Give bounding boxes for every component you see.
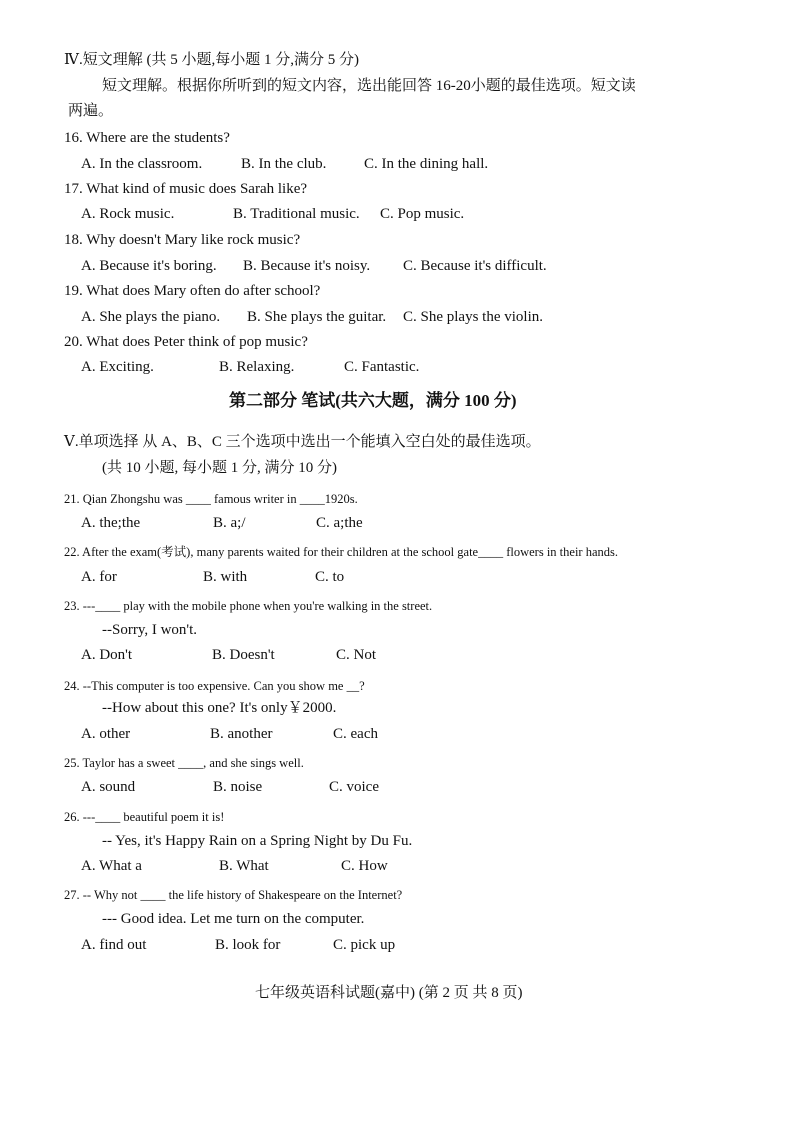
- option-19-c[interactable]: C. She plays the violin.: [403, 309, 543, 325]
- option-25-b[interactable]: B. noise: [213, 779, 263, 795]
- option-21-c[interactable]: C. a;the: [316, 515, 363, 531]
- option-20-a[interactable]: A. Exciting.: [81, 359, 154, 375]
- option-25-c[interactable]: C. voice: [329, 779, 379, 795]
- reply-26: -- Yes, it's Happy Rain on a Spring Night by Du Fu.: [102, 833, 413, 849]
- question-25: 25. Taylor has a sweet ____, and she sings well.: [64, 756, 304, 770]
- reply-27: --- Good idea. Let me turn on the computer.: [102, 911, 365, 927]
- option-22-a[interactable]: A. for: [81, 569, 117, 585]
- option-20-b[interactable]: B. Relaxing.: [219, 359, 295, 375]
- option-23-a[interactable]: A. Don't: [81, 647, 133, 663]
- question-19: 19. What does Mary often do after school?: [64, 283, 321, 299]
- option-20-c[interactable]: C. Fantastic.: [344, 359, 420, 375]
- question-20: 20. What does Peter think of pop music?: [64, 334, 308, 350]
- option-21-a[interactable]: A. the;the: [81, 515, 141, 531]
- section-4-header: Ⅳ.短文理解 (共 5 小题,每小题 1 分,满分 5 分): [64, 52, 359, 68]
- section-4-instruction-cont: 两遍。: [68, 103, 114, 119]
- question-26: 26. ---____ beautiful poem it is!: [64, 810, 225, 824]
- option-22-c[interactable]: C. to: [315, 569, 345, 585]
- page-footer: 七年级英语科试题(嘉中) (第 2 页 共 8 页): [255, 985, 523, 1001]
- section-4-instruction: 短文理解。根据你所听到的短文内容，选出能回答 16-20小题的最佳选项。短文读: [102, 78, 636, 94]
- part-2-title: 第二部分 笔试(共六大题，满分 100 分): [229, 391, 517, 410]
- option-19-b[interactable]: B. She plays the guitar.: [247, 309, 387, 325]
- option-17-a[interactable]: A. Rock music.: [81, 206, 175, 222]
- option-24-a[interactable]: A. other: [81, 726, 131, 742]
- option-23-b[interactable]: B. Doesn't: [212, 647, 275, 663]
- reply-23: --Sorry, I won't.: [102, 622, 198, 638]
- option-18-c[interactable]: C. Because it's difficult.: [403, 258, 547, 274]
- option-27-b[interactable]: B. look for: [215, 937, 281, 953]
- option-27-c[interactable]: C. pick up: [333, 937, 396, 953]
- option-26-b[interactable]: B. What: [219, 858, 269, 874]
- option-18-b[interactable]: B. Because it's noisy.: [243, 258, 371, 274]
- option-24-c[interactable]: C. each: [333, 726, 378, 742]
- option-22-b[interactable]: B. with: [203, 569, 248, 585]
- option-16-a[interactable]: A. In the classroom.: [81, 156, 203, 172]
- option-24-b[interactable]: B. another: [210, 726, 273, 742]
- section-5-header: Ⅴ.单项选择 从 A、B、C 三个选项中选出一个能填入空白处的最佳选项。: [64, 434, 541, 450]
- question-17: 17. What kind of music does Sarah like?: [64, 181, 308, 197]
- option-16-b[interactable]: B. In the club.: [241, 156, 327, 172]
- option-19-a[interactable]: A. She plays the piano.: [81, 309, 221, 325]
- option-26-c[interactable]: C. How: [341, 858, 388, 874]
- option-27-a[interactable]: A. find out: [81, 937, 147, 953]
- option-26-a[interactable]: A. What a: [81, 858, 142, 874]
- option-17-b[interactable]: B. Traditional music.: [233, 206, 360, 222]
- question-24: 24. --This computer is too expensive. Can you show me __?: [64, 679, 365, 693]
- question-23: 23. ---____ play with the mobile phone when you're walking in the street.: [64, 599, 433, 613]
- option-25-a[interactable]: A. sound: [81, 779, 136, 795]
- reply-24: --How about this one? It's only￥2000.: [102, 700, 337, 716]
- option-21-b[interactable]: B. a;/: [213, 515, 246, 531]
- question-21: 21. Qian Zhongshu was ____ famous writer in ____1920s.: [64, 492, 358, 506]
- question-22: 22. After the exam(考试), many parents waited for their children at the school gate____ flowers in their hands.: [64, 545, 618, 559]
- option-16-c[interactable]: C. In the dining hall.: [364, 156, 489, 172]
- option-17-c[interactable]: C. Pop music.: [380, 206, 465, 222]
- option-18-a[interactable]: A. Because it's boring.: [81, 258, 217, 274]
- option-23-c[interactable]: C. Not: [336, 647, 377, 663]
- question-18: 18. Why doesn't Mary like rock music?: [64, 232, 301, 248]
- question-27: 27. -- Why not ____ the life history of Shakespeare on the Internet?: [64, 888, 403, 902]
- question-16: 16. Where are the students?: [64, 130, 230, 146]
- section-5-subheader: (共 10 小题, 每小题 1 分, 满分 10 分): [102, 460, 337, 476]
